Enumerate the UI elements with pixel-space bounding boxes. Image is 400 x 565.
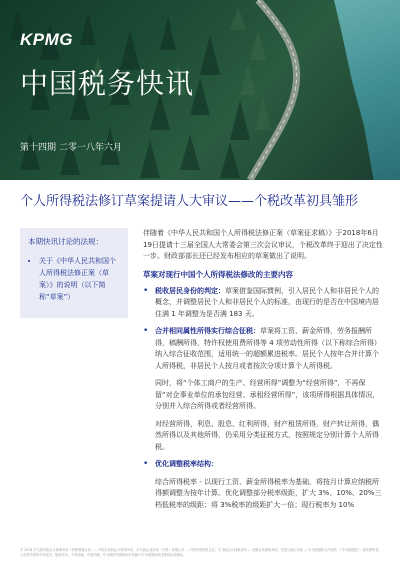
bullet-tax-rates	[143, 459, 383, 471]
sidebar-list	[28, 255, 120, 303]
bullet-text: 草案借鉴国际惯例，引入居民个人和非居民个人的概念，并调整居民个人和非居民个人的标准，由现行的是否在中国境内居住满 1 年调整为是否满 183 天。	[155, 286, 379, 318]
kpmg-logo: KPMG	[20, 30, 73, 49]
bullet-label: 税收居民身份的判定：	[155, 286, 225, 295]
article-headline: 个人所得税法修订草案提请人大审议——个税改革初具雏形	[20, 194, 359, 209]
sidebar-title: 本期快讯讨论的法规：	[28, 237, 103, 246]
issue-label: 第十四期 二零一八年六月	[20, 143, 122, 153]
section-heading: 草案对现行中国个人所得税法修改的主要内容	[143, 269, 293, 279]
cover-image	[0, 0, 400, 180]
bullet-label: 优化调整税率结构：	[155, 460, 218, 468]
intro-paragraph: 伴随着《中华人民共和国个人所得税法修正案（草案征求稿）》于2018年6月19日提请十三届全国人大常委会第三次会议审议，个税改革终于迎出了决定性一步。财政部部长还已经发布相应的草案做出了说明。	[143, 229, 383, 260]
paragraph-rate-structure: 综合所得税率 - 以现行工资、薪金所得税率为基础，将按月计算应纳税所得额调整为按年计算。优化调整部分税率级距，扩大 3%、10%、20%三档低税率的级距；将 3%税率的级距扩大一倍；现行税率为 10%	[155, 477, 382, 509]
main-content	[143, 228, 383, 517]
paragraph-business-income: 同时，将“个体工商户的生产、经营所得”调整为“经营所得”，不再保留“对企事业单位的承包经营、承租经营所得”，该项所得根据具体情况，分别并入综合所得或者经营所得。	[155, 379, 380, 410]
regulations-sidebar	[20, 228, 128, 318]
bullet-comprehensive-income	[143, 326, 383, 372]
bullet-text: 草案将工资、薪金所得，劳务报酬所得，稿酬所得，特许权使用费所得等 4 项劳动性所得（以下称综合所得）纳入综合征收范围，适用统一的超额累进税率。居民个人按年合并计算个人所得税，非居民个人按月或者按次分项计算个人所得税。	[155, 327, 381, 370]
sidebar-item: • 关于《中华人民共和国个人所得税法修正案（草案）》的说明（以下简称“草案”）	[39, 255, 120, 303]
paragraph-classified-income: 对经营所得，利息、股息、红利所得，财产租赁所得，财产转让所得，偶然所得以及其他所得，仍采用分类征税方式，按照规定分别计算个人所得税。	[155, 419, 379, 451]
bullet-residency	[143, 286, 383, 321]
publication-title: 中国税务快讯	[20, 67, 195, 100]
bullet-label: 合并相同属性所得实行综合征税：	[155, 327, 260, 335]
copyright-footer: © 2018 毕马威华振会计师事务所（特殊普通合伙）— 中国合伙制会计师事务所，毕马威企业咨询（中国）有限公司 — 中国外商独资企业，毕马威会计师事务所 — 香港合伙制事务所，均是与瑞士实体 — 毕马威国际合作组织（“毕马威国际”）相关联的独立成员所网络中的成员。版权所有，不得转载。中国印制。毕马威的名称和标识均属于毕马威国际的注册商标或商标。	[20, 548, 379, 557]
